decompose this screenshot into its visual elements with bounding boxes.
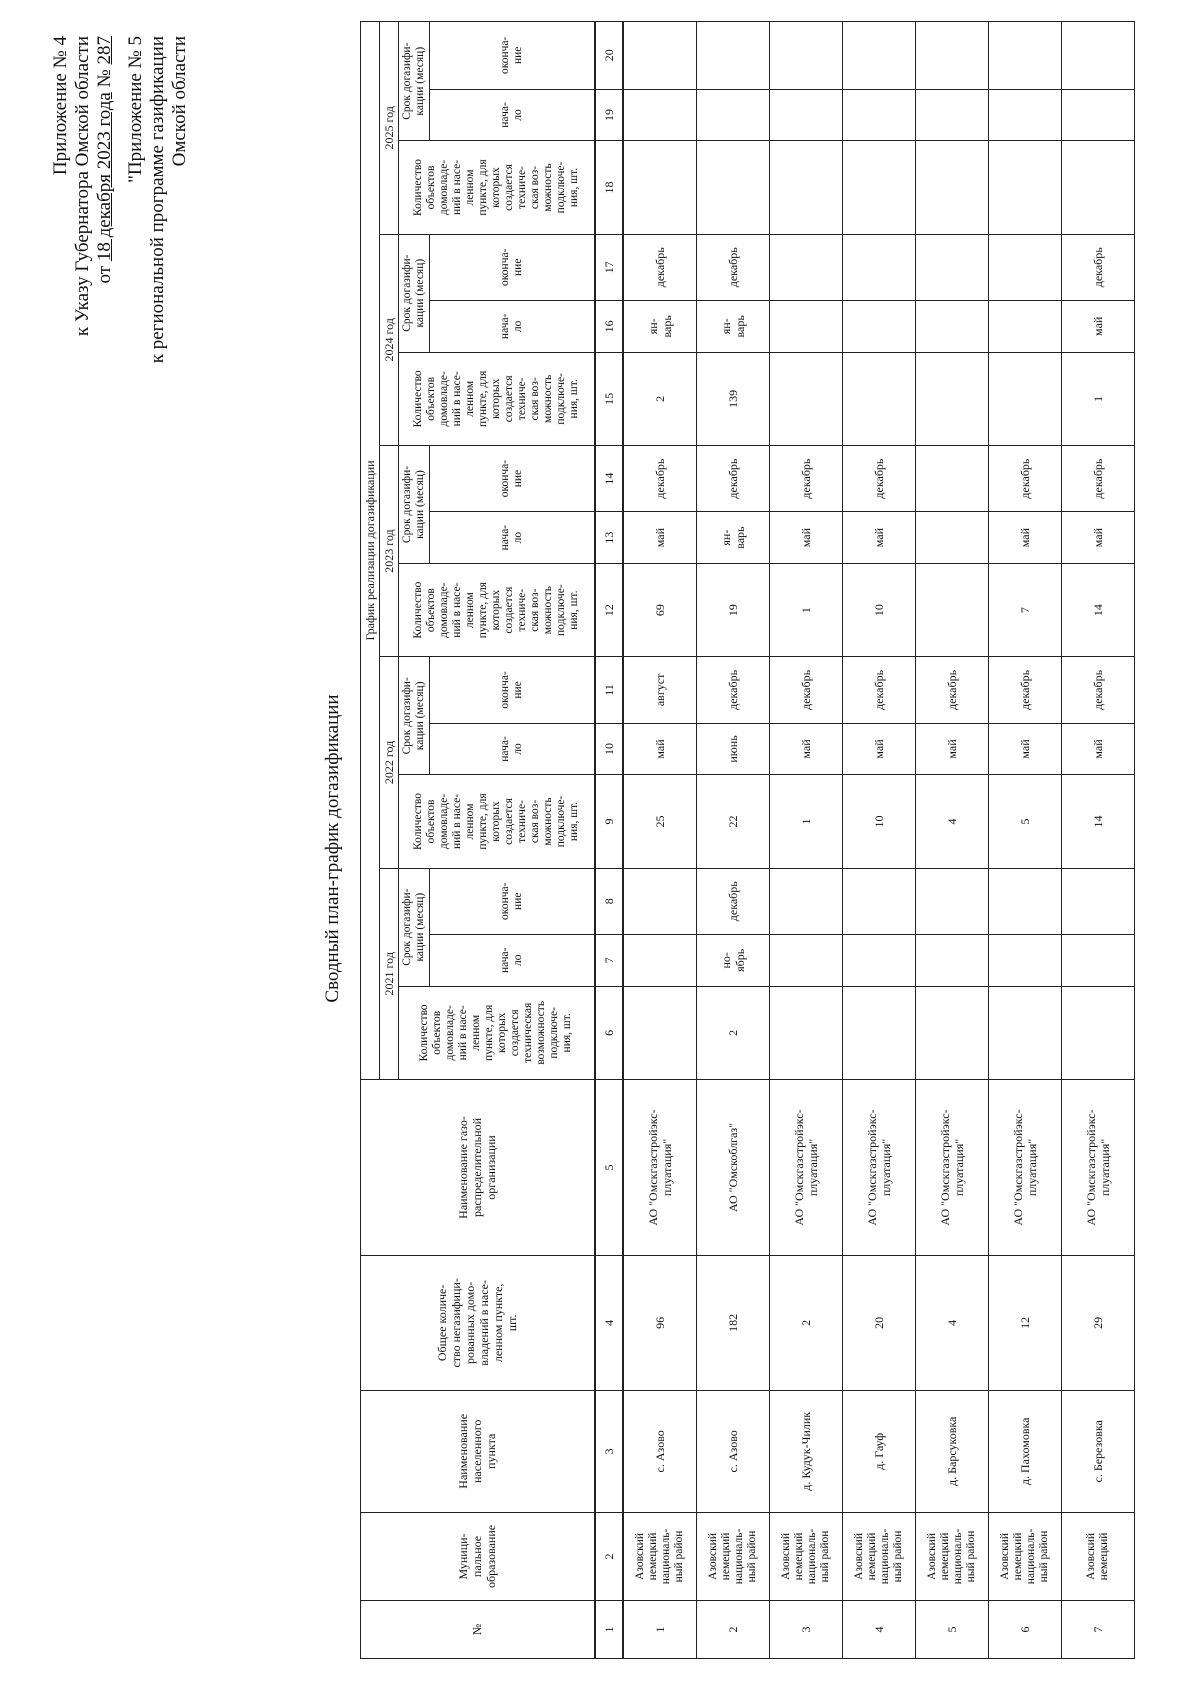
document-title: Сводный план-график догазификации [322,694,343,1003]
count-2025-cell [1061,141,1134,234]
start-2024-cell [915,300,988,352]
row-number-cell: 1 [623,1600,697,1658]
count-2022-cell: 4 [915,775,988,868]
start-2021-cell [769,934,842,986]
end-2022-cell: декабрь [842,657,915,723]
count-2023-cell: 7 [988,564,1061,657]
schedule-table [360,21,1135,1659]
header-settlement: Наименование населенного пункта [361,1390,595,1512]
count-2024-cell [842,352,915,445]
settlement-cell: д. Барсуковка [915,1390,988,1512]
total-households-cell: 2 [769,1256,842,1391]
row-number-cell: 4 [842,1600,915,1658]
settlement-cell: д. Пахомовка [988,1390,1061,1512]
header-term-2025: Срок догазифи- кации (месяц) [399,22,430,141]
count-2023-cell: 14 [1061,564,1134,657]
municipality-cell: Азовский немецкий националь- ный район [915,1512,988,1600]
total-households-cell: 4 [915,1256,988,1391]
header-year-2022: 2022 год [380,657,399,868]
end-2021-cell [623,868,697,934]
end-2024-cell [842,234,915,300]
start-2024-cell: ян- варь [623,300,697,352]
count-2025-cell [915,141,988,234]
end-2023-cell: декабрь [769,445,842,511]
settlement-cell: с. Азово [696,1390,769,1512]
column-number-row [595,22,623,1659]
decree-number-prefix: № [94,64,115,93]
end-2023-cell: декабрь [623,445,697,511]
end-2025-cell [842,22,915,90]
municipality-cell: Азовский немецкий националь- ный район [988,1512,1061,1600]
count-2023-cell: 10 [842,564,915,657]
end-2022-cell: август [623,657,697,723]
count-2024-cell: 1 [1061,352,1134,445]
gas-organization-cell: АО "Омскоблгаз" [696,1079,769,1255]
header-start-2021: нача- ло [430,934,595,986]
header-org: Наименование газо- распределительной организации [361,1079,595,1255]
settlement-cell: д. Гауф [842,1390,915,1512]
header-term-2023: Срок догазифи- кации (месяц) [399,445,430,563]
table-row [988,22,1061,1659]
end-2021-cell [1061,868,1134,934]
gas-organization-cell: АО "Омскгазстройэкс- плуатация" [915,1079,988,1255]
column-number-cell: 14 [595,445,623,511]
column-number-cell: 12 [595,564,623,657]
gas-organization-cell: АО "Омскгазстройэкс- плуатация" [1061,1079,1134,1255]
appendix5-line2: к региональной программе газификации [147,36,168,364]
start-2025-cell [915,89,988,141]
header-total: Общее количе- ство негазифици- рованных домо- владений в насе- ленном пункте, шт. [361,1256,595,1391]
column-number-cell: 9 [595,775,623,868]
end-2023-cell: декабрь [842,445,915,511]
column-number-cell: 7 [595,934,623,986]
start-2021-cell [1061,934,1134,986]
gas-organization-cell: АО "Омскгазстройэкс- плуатация" [769,1079,842,1255]
end-2025-cell [769,22,842,90]
header-term-2024: Срок догазифи- кации (месяц) [399,234,430,352]
start-2021-cell [988,934,1061,986]
start-2022-cell: май [1061,723,1134,775]
count-2025-cell [623,141,697,234]
start-2022-cell: май [769,723,842,775]
municipality-cell: Азовский немецкий националь- ный район [769,1512,842,1600]
column-number-cell: 20 [595,22,623,90]
settlement-cell: д. Кудук-Чилик [769,1390,842,1512]
end-2023-cell: декабрь [988,445,1061,511]
header-start-2024: нача- ло [430,300,595,352]
column-number-cell: 4 [595,1256,623,1391]
count-2021-cell [1061,986,1134,1079]
header-count-2023: Количество объектов домовладе- ний в насе- ленном пункте, для которых создается техниче- ская воз- можность подключе- ния, шт. [399,564,595,657]
column-number-cell: 13 [595,512,623,564]
column-number-cell: 15 [595,352,623,445]
decree-date-prefix: от [94,261,115,284]
end-2021-cell [842,868,915,934]
count-2021-cell [915,986,988,1079]
schedule-table-wrapper [360,21,1135,1659]
column-number-cell: 17 [595,234,623,300]
end-2022-cell: декабрь [769,657,842,723]
end-2025-cell [623,22,697,90]
start-2023-cell: май [842,512,915,564]
start-2024-cell [842,300,915,352]
count-2021-cell [769,986,842,1079]
end-2023-cell: декабрь [696,445,769,511]
municipality-cell: Азовский немецкий националь- ный район [696,1512,769,1600]
table-row [842,22,915,1659]
header-year-2025: 2025 год [380,22,399,235]
end-2024-cell: декабрь [623,234,697,300]
count-2022-cell: 1 [769,775,842,868]
header-end-2024: оконча- ние [430,234,595,300]
start-2023-cell: май [769,512,842,564]
count-2021-cell [988,986,1061,1079]
count-2022-cell: 5 [988,775,1061,868]
end-2021-cell [769,868,842,934]
appendix5-line1: "Приложение № 5 [125,36,146,183]
header-start-2023: нача- ло [430,512,595,564]
start-2023-cell: май [623,512,697,564]
count-2025-cell [696,141,769,234]
start-2024-cell: май [1061,300,1134,352]
count-2022-cell: 10 [842,775,915,868]
end-2021-cell [988,868,1061,934]
start-2025-cell [842,89,915,141]
count-2021-cell [842,986,915,1079]
column-number-cell: 16 [595,300,623,352]
count-2024-cell [988,352,1061,445]
table-row [915,22,988,1659]
end-2023-cell [915,445,988,511]
header-count-2024: Количество объектов домовладе- ний в насе- ленном пункте, для которых создается техниче- ская воз- можность подключе- ния, шт. [399,352,595,445]
settlement-cell: с. Азово [623,1390,697,1512]
header-end-2021: оконча- ние [430,868,595,934]
count-2023-cell: 69 [623,564,697,657]
municipality-cell: Азовский немецкий националь- ный район [842,1512,915,1600]
column-number-cell: 5 [595,1079,623,1255]
header-year-2024: 2024 год [380,234,399,445]
column-number-cell: 6 [595,986,623,1079]
start-2024-cell: ян- варь [696,300,769,352]
municipality-cell: Азовский немецкий националь- ный район [623,1512,697,1600]
table-row [623,22,697,1659]
header-term-2021: Срок догазифи- кации (месяц) [399,868,430,986]
header-end-2025: оконча- ние [430,22,595,90]
header-start-2022: нача- ло [430,723,595,775]
count-2024-cell: 2 [623,352,697,445]
column-number-cell: 3 [595,1390,623,1512]
appendix5-line3: Омской области [169,36,190,167]
start-2024-cell [769,300,842,352]
total-households-cell: 20 [842,1256,915,1391]
start-2023-cell: май [1061,512,1134,564]
gas-organization-cell: АО "Омскгазстройэкс- плуатация" [842,1079,915,1255]
end-2025-cell [696,22,769,90]
end-2021-cell: декабрь [696,868,769,934]
count-2021-cell: 2 [696,986,769,1079]
column-number-cell: 10 [595,723,623,775]
count-2025-cell [842,141,915,234]
header-year-2021: 2021 год [380,868,399,1079]
end-2024-cell: декабрь [1061,234,1134,300]
count-2024-cell: 139 [696,352,769,445]
start-2023-cell: май [988,512,1061,564]
start-2022-cell: май [623,723,697,775]
end-2022-cell: декабрь [988,657,1061,723]
start-2022-cell: май [988,723,1061,775]
count-2022-cell: 22 [696,775,769,868]
count-2024-cell [915,352,988,445]
column-number-cell: 2 [595,1512,623,1600]
count-2022-cell: 14 [1061,775,1134,868]
start-2025-cell [988,89,1061,141]
count-2022-cell: 25 [623,775,697,868]
header-schedule: График реализации догазификации [361,22,380,1080]
column-number-cell: 1 [595,1600,623,1658]
header-count-2025: Количество объектов домовладе- ний в насе- ленном пункте, для которых создается техниче- ская воз- можность подключе- ния, шт. [399,141,595,234]
total-households-cell: 182 [696,1256,769,1391]
start-2022-cell: май [842,723,915,775]
settlement-cell: с. Березовка [1061,1390,1134,1512]
count-2023-cell: 19 [696,564,769,657]
gas-organization-cell: АО "Омскгазстройэкс- плуатация" [623,1079,697,1255]
end-2021-cell [915,868,988,934]
municipality-cell: Азовский немецкий [1061,1512,1134,1600]
start-2025-cell [769,89,842,141]
count-2023-cell: 1 [769,564,842,657]
header-start-2025: нача- ло [430,89,595,141]
end-2025-cell [1061,22,1134,90]
end-2024-cell: декабрь [696,234,769,300]
decree-date: 18 декабря 2023 года [94,92,115,262]
total-households-cell: 96 [623,1256,697,1391]
header-count-2021: Количество объектов домовладе- ний в насе- ленном пункте, для которых создается техническая возможность подключе- ния, шт. [399,986,595,1079]
start-2021-cell [842,934,915,986]
header-municipality: Муници- пальное образование [361,1512,595,1600]
column-number-cell: 18 [595,141,623,234]
column-number-cell: 8 [595,868,623,934]
start-2025-cell [696,89,769,141]
decree-number: 287 [94,36,115,65]
decree-appendix-line: Приложение № 4 [50,36,71,176]
end-2024-cell [915,234,988,300]
row-number-cell: 3 [769,1600,842,1658]
gas-organization-cell: АО "Омскгазстройэкс- плуатация" [988,1079,1061,1255]
decree-date-line [94,36,116,336]
end-2024-cell [988,234,1061,300]
column-number-cell: 11 [595,657,623,723]
header-end-2023: оконча- ние [430,445,595,511]
count-2025-cell [988,141,1061,234]
end-2025-cell [988,22,1061,90]
table-row [1061,22,1134,1659]
program-appendix-reference [125,36,191,363]
count-2025-cell [769,141,842,234]
count-2021-cell [623,986,697,1079]
start-2025-cell [1061,89,1134,141]
end-2022-cell: декабрь [696,657,769,723]
count-2024-cell [769,352,842,445]
end-2022-cell: декабрь [1061,657,1134,723]
start-2023-cell: ян- варь [696,512,769,564]
table-row [696,22,769,1659]
start-2021-cell [915,934,988,986]
header-num: № [361,1600,595,1658]
schedule-table-body [595,22,1135,1659]
decree-subject-line: к Указу Губернатора Омской области [72,36,93,337]
start-2024-cell [988,300,1061,352]
header-end-2022: оконча- ние [430,657,595,723]
decree-reference [50,36,116,336]
column-number-cell: 19 [595,89,623,141]
row-number-cell: 5 [915,1600,988,1658]
start-2023-cell [915,512,988,564]
total-households-cell: 29 [1061,1256,1134,1391]
header-term-2022: Срок догазифи- кации (месяц) [399,657,430,775]
start-2022-cell: май [915,723,988,775]
end-2025-cell [915,22,988,90]
table-row [769,22,842,1659]
start-2021-cell: но- ябрь [696,934,769,986]
end-2024-cell [769,234,842,300]
header-year-2023: 2023 год [380,445,399,656]
end-2022-cell: декабрь [915,657,988,723]
count-2023-cell [915,564,988,657]
row-number-cell: 7 [1061,1600,1134,1658]
row-number-cell: 6 [988,1600,1061,1658]
total-households-cell: 12 [988,1256,1061,1391]
header-count-2022: Количество объектов домовладе- ний в насе- ленном пункте, для которых создается техниче- ская воз- можность подключе- ния, шт. [399,775,595,868]
start-2021-cell [623,934,697,986]
start-2025-cell [623,89,697,141]
end-2023-cell: декабрь [1061,445,1134,511]
row-number-cell: 2 [696,1600,769,1658]
start-2022-cell: июнь [696,723,769,775]
